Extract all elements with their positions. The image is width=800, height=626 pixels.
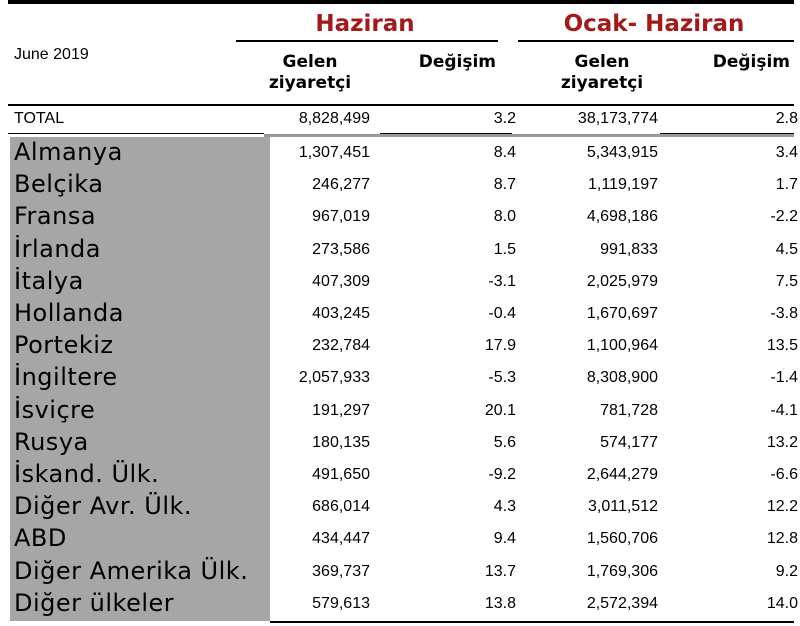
h-change: 13.8 — [484, 594, 516, 612]
table-row — [8, 201, 798, 233]
col-header-h-visitors — [250, 52, 370, 94]
oh-visitors: 8,308,900 — [586, 369, 658, 387]
table-row — [8, 137, 798, 169]
total-h-visitors: 8,828,499 — [298, 110, 370, 127]
table-row — [8, 234, 798, 266]
col-header-oh-visitors — [542, 52, 662, 94]
oh-change: 14.0 — [766, 594, 798, 612]
country-name: ABD — [14, 524, 67, 553]
total-h-change: 3.2 — [493, 110, 516, 127]
oh-visitors: 4,698,186 — [586, 208, 658, 226]
h-change: -5.3 — [488, 369, 516, 387]
oh-visitors: 574,177 — [600, 433, 658, 451]
h-visitors: 407,309 — [312, 272, 370, 290]
group-header-haziran: Haziran — [315, 11, 415, 37]
country-name: İsviçre — [14, 395, 96, 424]
h-visitors: 686,014 — [312, 498, 370, 516]
table-row — [8, 362, 798, 394]
h-change: 5.6 — [493, 433, 516, 451]
total-row — [8, 106, 798, 133]
table-row — [8, 298, 798, 330]
oh-visitors: 781,728 — [600, 401, 658, 419]
oh-visitors: 2,025,979 — [586, 272, 658, 290]
table-row — [8, 330, 798, 362]
table-row — [8, 459, 798, 491]
oh-change: 13.2 — [766, 433, 798, 451]
h-visitors: 434,447 — [312, 530, 370, 548]
h-visitors: 180,135 — [312, 433, 370, 451]
country-name: İrlanda — [14, 234, 101, 263]
country-name: Almanya — [14, 138, 123, 166]
total-rule — [660, 133, 794, 134]
h-visitors: 491,650 — [312, 466, 370, 483]
oh-visitors: 5,343,915 — [586, 144, 658, 161]
table-row — [8, 169, 798, 201]
h-change: 8.4 — [493, 144, 516, 161]
country-name: Diğer Amerika Ülk. — [14, 556, 249, 585]
h-change: 20.1 — [484, 401, 516, 419]
oh-change: -4.1 — [770, 401, 798, 419]
h-visitors: 403,245 — [312, 305, 370, 322]
country-name: Portekiz — [14, 331, 114, 360]
bottom-rule — [270, 621, 794, 623]
h-visitors: 579,613 — [312, 594, 370, 612]
table-row — [8, 395, 798, 427]
country-name: Hollanda — [14, 299, 124, 327]
table-row — [8, 266, 798, 298]
h-visitors: 2,057,933 — [298, 369, 370, 387]
country-name: Rusya — [14, 427, 89, 456]
table-row — [8, 556, 798, 588]
top-rule — [8, 0, 794, 4]
col-header-h-change: Değişim — [418, 52, 496, 72]
h-change: 1.5 — [493, 240, 516, 258]
group-header-ocak-haziran: Ocak- Haziran — [563, 11, 745, 37]
h-change: 8.7 — [493, 176, 516, 194]
table-row — [8, 588, 798, 620]
h-change: 8.0 — [493, 208, 516, 226]
h-change: 13.7 — [484, 562, 516, 580]
oh-change: -1.4 — [770, 369, 798, 387]
table-row — [8, 427, 798, 459]
oh-visitors: 1,769,306 — [586, 562, 658, 580]
oh-visitors: 1,100,964 — [586, 337, 658, 355]
oh-change: -6.6 — [770, 466, 798, 483]
h-visitors: 191,297 — [312, 401, 370, 419]
oh-visitors: 1,670,697 — [586, 305, 658, 322]
h-visitors: 369,737 — [312, 562, 370, 580]
group-underline-haziran — [236, 40, 498, 42]
oh-visitors: 2,572,394 — [586, 594, 658, 612]
total-oh-change: 2.8 — [775, 110, 798, 127]
col-header-line: ziyaretçi — [268, 73, 352, 93]
oh-change: 12.2 — [766, 498, 798, 516]
oh-change: 13.5 — [766, 337, 798, 355]
h-change: -9.2 — [488, 466, 516, 483]
country-name: Fransa — [14, 202, 97, 231]
total-rule — [380, 133, 512, 134]
oh-change: -2.2 — [770, 208, 798, 226]
oh-change: 3.4 — [775, 144, 798, 161]
col-header-line: ziyaretçi — [560, 73, 644, 93]
oh-change: 7.5 — [775, 272, 798, 290]
total-rule — [8, 133, 264, 134]
h-change: -0.4 — [488, 305, 516, 322]
oh-visitors: 1,560,706 — [586, 530, 658, 548]
oh-change: 1.7 — [775, 176, 798, 194]
oh-visitors: 2,644,279 — [586, 466, 658, 483]
h-visitors: 232,784 — [312, 337, 370, 355]
col-header-line: Gelen — [282, 52, 338, 72]
oh-change: 12.8 — [766, 530, 798, 548]
h-change: 4.3 — [493, 498, 516, 516]
total-label: TOTAL — [14, 110, 65, 127]
h-change: -3.1 — [488, 272, 516, 290]
h-visitors: 273,586 — [312, 240, 370, 258]
oh-change: 4.5 — [775, 240, 798, 258]
col-header-oh-change: Değişim — [712, 52, 790, 72]
oh-change: 9.2 — [775, 562, 798, 580]
total-oh-visitors: 38,173,774 — [577, 110, 658, 127]
oh-visitors: 991,833 — [600, 240, 658, 258]
country-name: İtalya — [14, 266, 84, 295]
col-header-line: Gelen — [574, 52, 630, 72]
table-row — [8, 523, 798, 555]
table-row — [8, 491, 798, 523]
h-change: 9.4 — [493, 530, 516, 548]
oh-change: -3.8 — [770, 305, 798, 322]
country-name: Diğer Avr. Ülk. — [14, 492, 193, 521]
h-visitors: 246,277 — [312, 176, 370, 194]
oh-visitors: 3,011,512 — [588, 498, 658, 516]
corner-label: June 2019 — [14, 46, 89, 63]
oh-visitors: 1,119,197 — [588, 176, 658, 194]
country-name: İskand. Ülk. — [14, 460, 160, 488]
country-name: Diğer ülkeler — [14, 588, 175, 617]
h-visitors: 1,307,451 — [298, 144, 370, 161]
country-name: Belçika — [14, 170, 104, 199]
country-name: İngiltere — [14, 363, 118, 392]
h-visitors: 967,019 — [312, 208, 370, 226]
group-underline-ocak-haziran — [518, 40, 794, 42]
h-change: 17.9 — [484, 337, 516, 355]
